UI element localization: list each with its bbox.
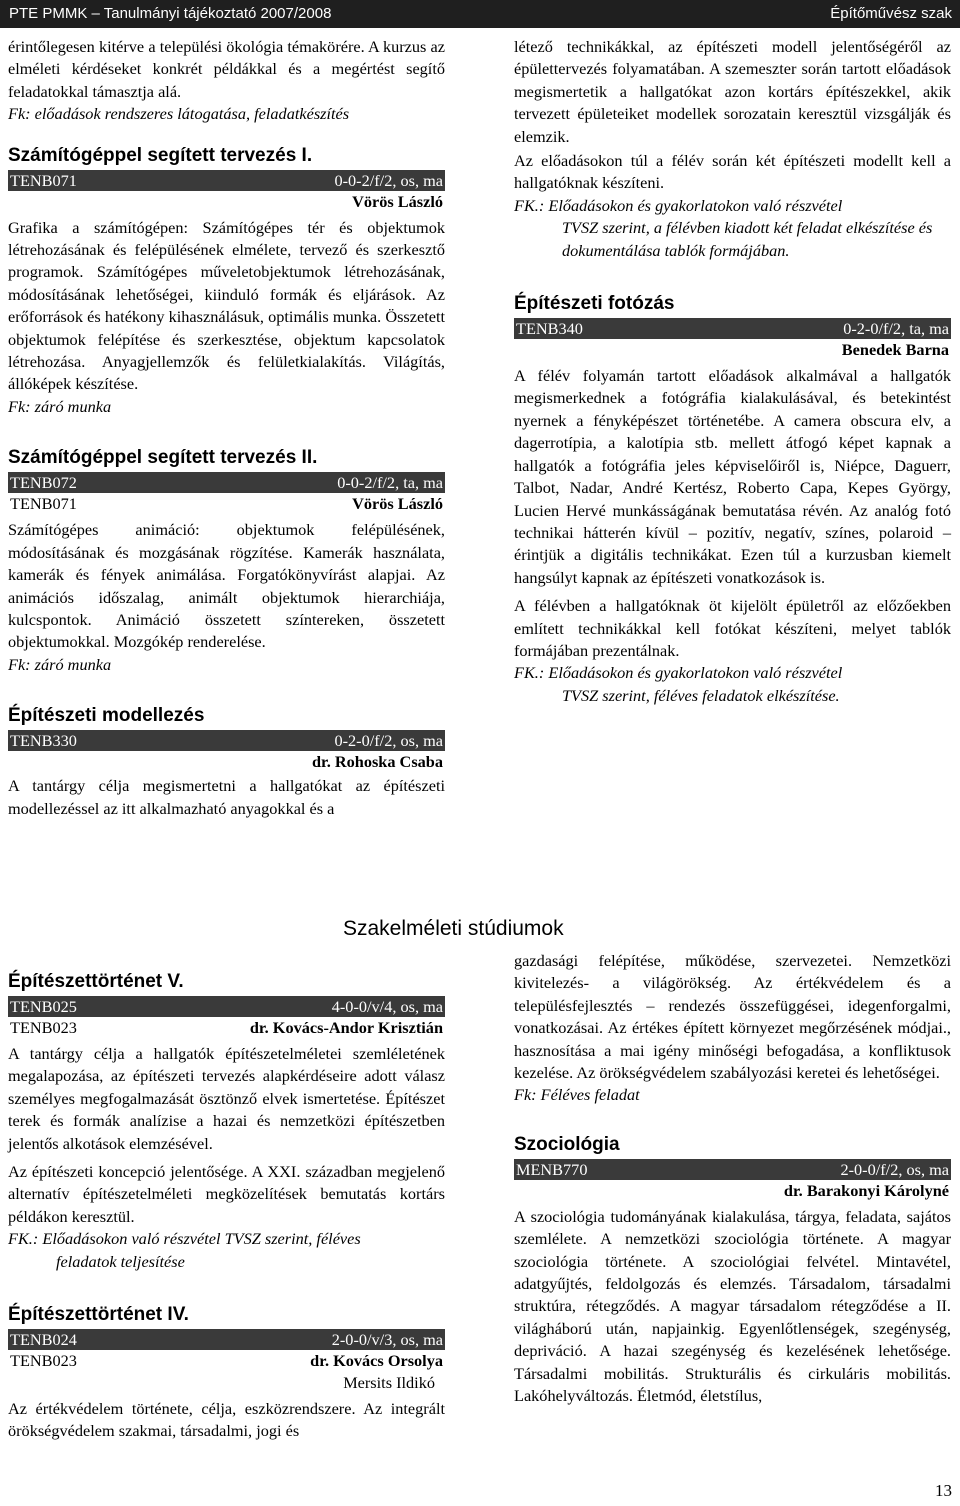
course-prerequisite: TENB023 — [10, 1351, 77, 1371]
requirement — [514, 662, 951, 707]
paragraph: A félévben a hallgatóknak öt kijelölt épületről az előzőekben említett technikákkal kell fotókat készíteni, melyet tablók formájában prezentálnak. — [514, 596, 951, 660]
course-credits: 0-0-2/f/2, ta, ma — [337, 473, 443, 493]
course-lecturer: Benedek Barna — [841, 340, 949, 360]
continued-text: érintőlegesen kitérve a települési ökológia témakörére. A kurzus az elméleti kérdéseket konkrét példákkal és a megértést segítő feladatokkal támasztja alá. — [8, 37, 445, 101]
course-description: Grafika a számítógépen: Számítógépes tér és objektumok létrehozásának és felépülésének elmélete, tervező és szerkesztő programok. Számítógépes műveletobjektumok létrehozásának, módosításának lehetőségei, kiinduló formák és eljárások. Az erőforrások és hatékony kihasználásuk, optimális munka. Összetett objektumok felépítése és szerkesztése, objektum kapcsolatok létrehozása. Anyagjellemzők és felületkialakítás. Világítás, állóképek készítése. — [8, 217, 445, 394]
requirement-text: Előadásokon való részvétel TVSZ szerint, féléves — [42, 1229, 361, 1249]
course-code: TENB340 — [516, 319, 583, 339]
paragraph: Az építészeti koncepció jelentősége. A XXI. században megjelenő alternatív építészetelméleti megközelítések bemutatás kortárs példákon keresztül. — [8, 1162, 445, 1226]
course-lecturer-row — [8, 1372, 445, 1394]
requirement — [514, 195, 951, 262]
course-description: Számítógépes animáció: objektumok felépülésének, módosításának és mozgásának rögzítése. Kamerák használata, kamerák és fények animálása. Forgatókönyvírást alapjai. Az animációs időszalag, animált objektumok hierarchiája, kulcspontok. Animáció összetett színtereken, összetett objektumokkal. Mozgókép renderelése. — [8, 520, 445, 652]
course-title: Számítógéppel segített tervezés I. — [8, 144, 313, 166]
course-code: TENB330 — [10, 731, 77, 751]
header-right: Építőművész szak — [830, 5, 952, 22]
top-left-column — [8, 36, 445, 820]
requirement: Fk: záró munka — [8, 654, 112, 674]
course-description: A szociológia tudományának kialakulása, tárgya, feladata, sajátos szemlélete. A nemzetközi szociológia története. A magyar szociológia története. A szociológiai felvétel. Mintavétel, adatgyűjtés, feldolgozás és elemzés. Társadalom, társadalmi struktúra, rétegződés. A magyar társadalom rétegződése a II. világháború után, napjainkig. Egyenlőtlenségek, szegénység, depriváció. A hazai szegénység és kezelésének lehetősége. Társadalmi mobilitás. Strukturális és cirkuláris mobilitás. Lakóhelyváltozás. Életmód, életstílus, — [514, 1206, 951, 1406]
course-description: A félév folyamán tartott előadások alkalmával a hallgatók megismerkednek a fotógráfia kialakulásával, és betekintést nyernek a fényképészet történetébe. A camera obscura elv, a dagerrotípia, a kalotípia stb. mellett átfogó képet kapnak a hallgatók a fotógráfia jeles képviselőiről is, Niépce, Daguerr, Talbot, Nadar, André Kertész, Roberto Capa, Kepes György, Lucien Hervé munkásságának bemutatása révén. Az analóg fotó technikai hátterén kívül – pozitív, negatív, színes, polaroid – érintjük a digitális technikákat. Ezen túl a kurzusban kiemelt hangsúlyt kapnak az építészeti vonatkozások is. — [514, 366, 951, 587]
requirement: Fk: Féléves feladat — [514, 1085, 640, 1105]
course-code-bar — [8, 1329, 445, 1350]
top-right-column — [514, 36, 951, 707]
continued-text: gazdasági felépítése, működése, szervezetei. Nemzetközi kivitelezés- a világörökség. Az értékvédelem és a településfejlesztés – rendezés összefüggései, idegenforgalmi, vonatkozásai. Az értékes épített környezet megőrzésének módjai., hasznosítása a mai igény minőségi befogadása, a konfliktusok kezelése. Az örökségvédelem szabályozási keretei és lehetőségei. — [514, 951, 951, 1083]
course-credits: 0-0-2/f/2, os, ma — [334, 170, 443, 190]
course-lecturer-row — [8, 493, 445, 515]
requirement-label: FK.: — [514, 663, 545, 683]
course-lecturer-row — [8, 191, 445, 213]
course-title: Szociológia — [514, 1133, 620, 1155]
course-title: Számítógéppel segített tervezés II. — [8, 447, 318, 469]
course-code: MENB770 — [516, 1159, 588, 1179]
course-title: Építészeti fotózás — [514, 293, 675, 315]
course-code-bar — [514, 318, 951, 339]
requirement-label: FK.: — [514, 195, 545, 215]
course-lecturer: dr. Kovács-Andor Krisztián — [249, 1018, 443, 1037]
paragraph: Az előadásokon túl a félév során két építészeti modellt kell a hallgatóknak készíteni. — [514, 151, 951, 193]
course-lecturer: Vörös László — [352, 494, 443, 514]
page-number: 13 — [935, 1481, 952, 1500]
requirement-text: Előadásokon és gyakorlatokon való részvétel — [548, 195, 843, 215]
bottom-right-column — [514, 950, 951, 1408]
course-description: Az értékvédelem története, célja, eszközrendszere. Az integrált örökségvédelem szakmai, társadalmi, jogi és — [8, 1399, 445, 1441]
requirement: Fk: előadások rendszeres látogatása, feladatkészítés — [8, 104, 350, 124]
course-lecturer-row — [8, 1017, 445, 1039]
requirement-label: FK.: — [8, 1229, 39, 1249]
header-left: PTE PMMK – Tanulmányi tájékoztató 2007/2008 — [9, 5, 332, 22]
course-title: Építészettörténet V. — [8, 971, 184, 992]
course-credits: 4-0-0/v/4, os, ma — [331, 997, 443, 1016]
course-credits: 2-0-0/v/3, os, ma — [331, 1330, 443, 1350]
requirement — [8, 1228, 445, 1273]
course-credits: 2-0-0/f/2, os, ma — [840, 1159, 949, 1179]
course-lecturer: dr. Barakonyi Károlyné — [783, 1180, 949, 1200]
course-lecturer-row — [8, 1350, 445, 1372]
course-code-bar — [514, 1159, 951, 1180]
requirement-detail: TVSZ szerint, a félévben kiadott két feladat elkészítése és dokumentálása tablók formájában. — [562, 218, 933, 260]
course-prerequisite: TENB023 — [10, 1018, 77, 1037]
course-title: Építészeti modellezés — [8, 705, 205, 727]
course-code-bar — [8, 730, 445, 751]
course-lecturer-row — [514, 339, 951, 361]
course-lecturer-secondary: Mersits Ildikó — [343, 1373, 435, 1393]
requirement: Fk: záró munka — [8, 396, 112, 416]
course-code: TENB071 — [10, 170, 77, 190]
course-title: Építészettörténet IV. — [8, 1304, 189, 1326]
course-code-bar — [8, 170, 445, 191]
course-code-bar — [8, 996, 445, 1017]
requirement-detail: TVSZ szerint, féléves feladatok elkészítése. — [562, 685, 840, 705]
course-lecturer-row — [514, 1180, 951, 1202]
continued-text: létező technikákkal, az építészeti modell jelentőségéről az épülettervezés folyamatában. A szemeszter során tartott előadások megismertetik a hallgatókat azon kortárs építészekkel, akik tervezett épületeiket modellek sorozatain keresztül vizsgálják és elemzik. — [514, 37, 951, 146]
course-lecturer: dr. Rohoska Csaba — [311, 752, 443, 772]
course-code: TENB072 — [10, 473, 77, 493]
page-header — [0, 0, 960, 28]
requirement-text: Előadásokon és gyakorlatokon való részvétel — [548, 663, 843, 683]
course-code: TENB024 — [10, 1330, 77, 1350]
course-prerequisite: TENB071 — [10, 494, 77, 514]
course-credits: 0-2-0/f/2, ta, ma — [843, 319, 949, 339]
course-lecturer: Vörös László — [352, 191, 443, 211]
course-lecturer-row — [8, 751, 445, 773]
course-description: A tantárgy célja a hallgatók építészetelméletei szemléletének megalapozása, az építészeti tervezés alapkérdéseire adott válasz személyes megfogalmazását ösztönző elvek ismertetése. Építészet terek és formák analízise a hazai és nemzetközi építészetben jelentős alkotások elemzésével. — [8, 1044, 445, 1153]
course-description: A tantárgy célja megismertetni a hallgatókat az építészeti modellezéssel az itt alkalmazható anyagokkal és a — [8, 776, 445, 818]
bottom-left-column — [8, 970, 445, 1443]
course-code: TENB025 — [10, 997, 77, 1016]
requirement-detail: feladatok teljesítése — [56, 1251, 185, 1271]
course-credits: 0-2-0/f/2, os, ma — [334, 731, 443, 751]
section-title: Szakelméleti stúdiumok — [343, 917, 564, 940]
course-code-bar — [8, 472, 445, 493]
course-lecturer: dr. Kovács Orsolya — [310, 1351, 443, 1371]
